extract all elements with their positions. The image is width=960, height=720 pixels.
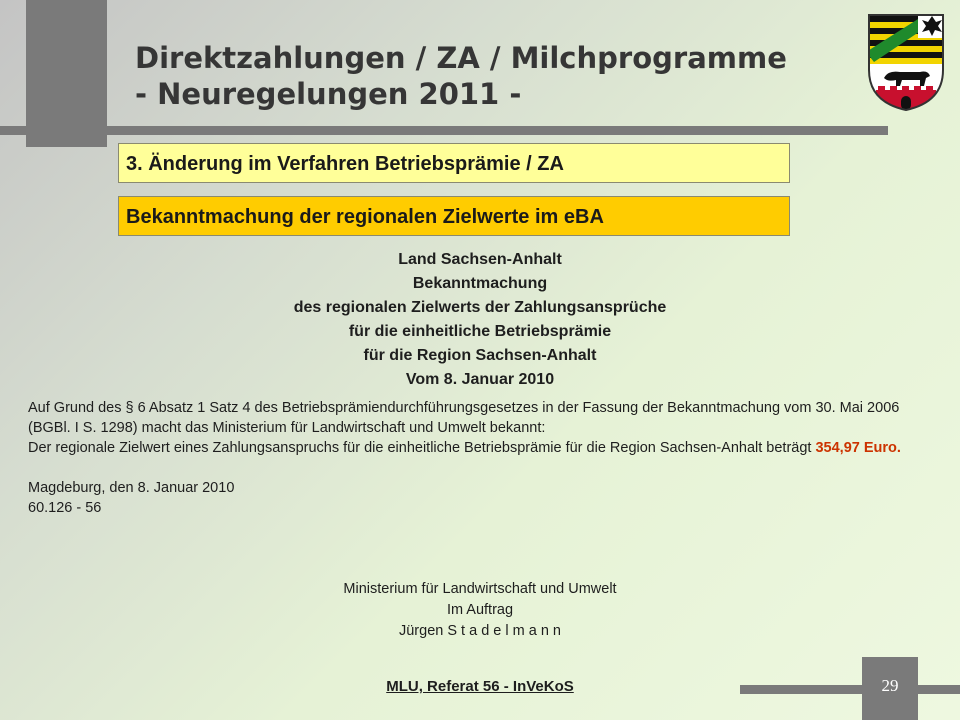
title-line-2: - Neuregelungen 2011 -: [135, 77, 522, 111]
reference-number: 60.126 - 56: [28, 500, 102, 516]
sachsen-anhalt-coat-of-arms-icon: [866, 12, 946, 112]
slide-title: [135, 40, 835, 112]
notice-line-land: Land Sachsen-Anhalt: [398, 251, 562, 268]
target-value-amount: 354,97 Euro.: [815, 440, 901, 456]
page-number: 29: [881, 676, 899, 695]
body-paragraph-target-value: [28, 438, 938, 458]
notice-line-region: für die Region Sachsen-Anhalt: [363, 347, 597, 364]
signature-block: [140, 579, 820, 642]
target-value-text: Der regionale Zielwert eines Zahlungsanspruchs für die einheitliche Betriebsprämie für die Region Sachsen-Anhalt beträgt: [28, 440, 816, 456]
footer-department: MLU, Referat 56 - InVeKoS: [386, 678, 574, 695]
notice-line-date: Vom 8. Januar 2010: [405, 371, 555, 388]
decorative-line-bottom: [740, 685, 960, 694]
section-banner: 3. Änderung im Verfahren Betriebsprämie / ZA: [118, 143, 790, 183]
decorative-line-top: [0, 126, 888, 135]
title-line-1: Direktzahlungen / ZA / Milchprogramme: [135, 41, 787, 75]
signature-im-auftrag: Im Auftrag: [446, 602, 514, 618]
subsection-banner: Bekanntmachung der regionalen Zielwerte im eBA: [118, 196, 790, 236]
notice-heading: [140, 248, 820, 392]
notice-line-zielwert: des regionalen Zielwerts der Zahlungsansprüche: [293, 299, 667, 316]
decorative-bar-top: [26, 0, 107, 147]
notice-body: [28, 398, 938, 518]
signature-ministry: Ministerium für Landwirtschaft und Umwelt: [343, 581, 617, 597]
body-paragraph-legal-basis: Auf Grund des § 6 Absatz 1 Satz 4 des Betriebsprämiendurchführungsgesetzes in der Fassung der Bekanntmachung vom 30. Mai 2006 (BGBl. I S. 1298) macht das Ministerium für Landwirtschaft und Umwelt bekannt:: [28, 400, 900, 436]
place-date: Magdeburg, den 8. Januar 2010: [28, 480, 235, 496]
signature-name: Jürgen S t a d e l m a n n: [398, 623, 561, 639]
notice-line-betriebspraemie: für die einheitliche Betriebsprämie: [348, 323, 612, 340]
notice-line-bekanntmachung: Bekanntmachung: [412, 275, 548, 292]
